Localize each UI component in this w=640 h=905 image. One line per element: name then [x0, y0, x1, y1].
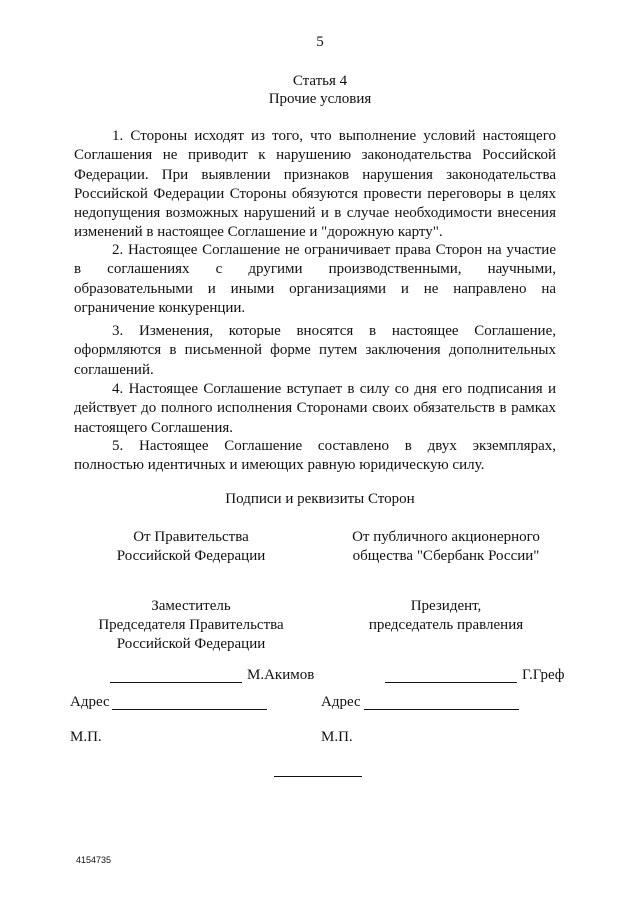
- paragraph-1: 1. Стороны исходят из того, что выполнение условий настоящего Соглашения не приводит к нарушению законодательства Российской Федерации. При выявлении признаков нарушения законодательства Российской Федерации Стороны обязуются провести переговоры в целях недопущения возможных нарушений и в случае необходимости внесения изменений в настоящее Соглашение и "дорожную карту".: [74, 128, 556, 241]
- paragraph-4: 4. Настоящее Соглашение вступает в силу со дня его подписания и действует до полного исполнения Сторонами своих обязательств в рамках настоящего Соглашения.: [74, 381, 556, 436]
- right-position-line1: Президент,: [410, 598, 482, 614]
- closing-rule: [274, 776, 362, 777]
- right-position-line2: председатель правления: [368, 617, 524, 633]
- signatures-title: Подписи и реквизиты Сторон: [225, 491, 415, 507]
- paragraph-2: 2. Настоящее Соглашение не ограничивает права Сторон на участие в соглашениях с другими производственными, научными, образовательными и иными организациями и не направлено на ограничение конкуренции.: [74, 242, 556, 316]
- right-signer-name: Г.Греф: [522, 667, 565, 683]
- right-org-line1: От публичного акционерного: [352, 529, 540, 545]
- paragraph-5: 5. Настоящее Соглашение составлено в двух экземплярах, полностью идентичных и имеющих равную юридическую силу.: [74, 438, 556, 474]
- left-seal-label: М.П.: [70, 729, 102, 745]
- right-party-org: [330, 528, 562, 566]
- right-address-label: Адрес: [321, 694, 361, 710]
- right-org-line2: общества "Сбербанк России": [352, 548, 540, 564]
- right-party-position: [330, 597, 562, 635]
- left-signature-line: [110, 682, 242, 683]
- left-signer-name: М.Акимов: [247, 667, 315, 683]
- article-title: Прочие условия: [268, 91, 372, 107]
- right-seal-label: М.П.: [321, 729, 353, 745]
- right-signature-line: [385, 682, 517, 683]
- document-id: 4154735: [76, 855, 112, 865]
- left-party-position: [74, 597, 308, 654]
- left-position-line1: Заместитель: [151, 598, 231, 614]
- left-address-label: Адрес: [70, 694, 110, 710]
- left-position-line2: Председателя Правительства: [98, 617, 284, 633]
- left-position-line3: Российской Федерации: [116, 636, 266, 652]
- right-address-line: [364, 709, 519, 710]
- article-number: Статья 4: [292, 73, 348, 89]
- paragraph-3: 3. Изменения, которые вносятся в настоящее Соглашение, оформляются в письменной форме путем заключения дополнительных соглашений.: [74, 323, 556, 378]
- left-party-org: [74, 528, 308, 566]
- left-address-line: [112, 709, 267, 710]
- left-org-line1: От Правительства: [133, 529, 249, 545]
- page-number: 5: [316, 34, 324, 50]
- left-org-line2: Российской Федерации: [116, 548, 266, 564]
